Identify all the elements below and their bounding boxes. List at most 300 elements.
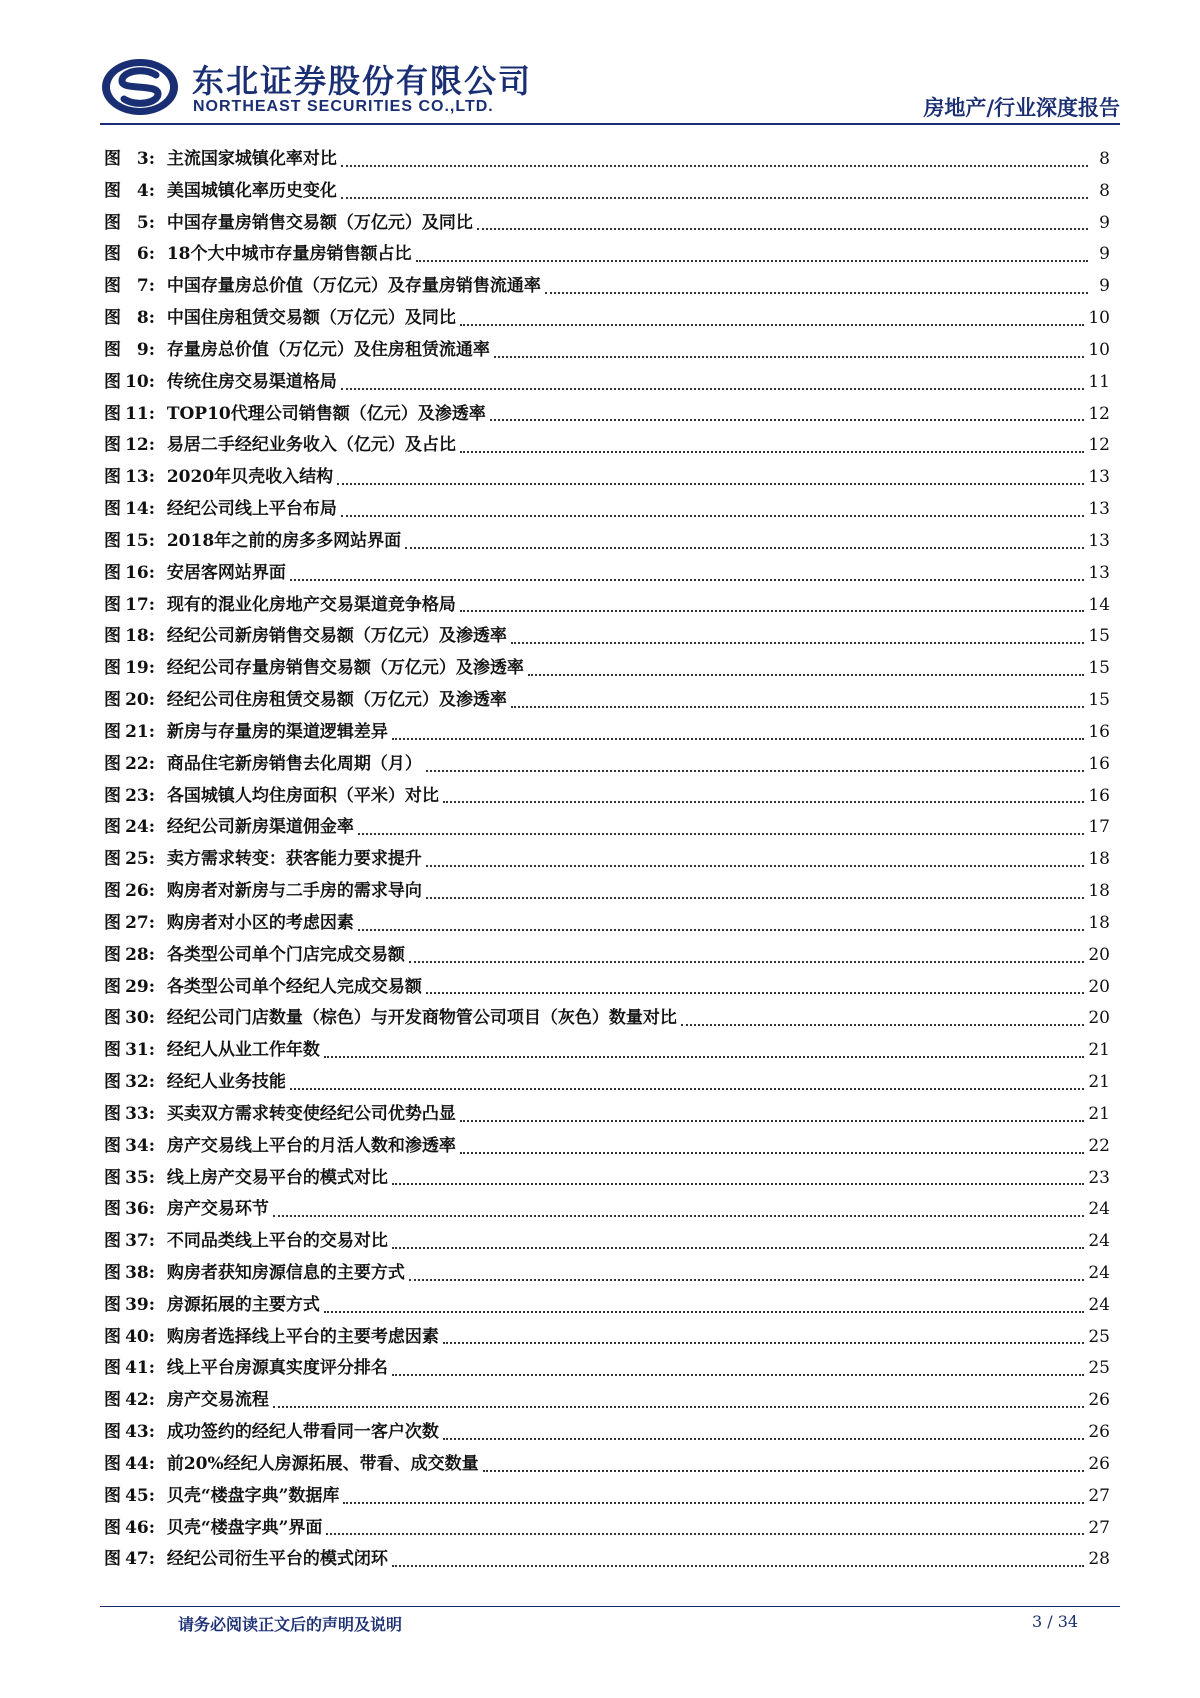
toc-entry-page: 22: [1088, 1135, 1110, 1156]
toc-entry[interactable]: [104, 844, 1110, 876]
toc-entry-number: 13:: [125, 467, 155, 488]
toc-entry-page: 24: [1088, 1231, 1110, 1252]
toc-entry[interactable]: [104, 908, 1110, 940]
toc-entry-page: 8: [1099, 180, 1110, 201]
toc-dot-leader: [343, 1501, 1084, 1504]
toc-entry-page: 21: [1088, 1103, 1110, 1124]
toc-entry-prefix: 图: [104, 1390, 121, 1411]
toc-entry[interactable]: [104, 972, 1110, 1004]
toc-entry-page: 18: [1088, 849, 1110, 870]
toc-entry-number: 8:: [136, 308, 155, 329]
toc-entry[interactable]: [104, 1194, 1110, 1226]
toc-entry-title: 安居客网站界面: [166, 562, 286, 583]
toc-entry-prefix: 图: [104, 562, 121, 583]
toc-entry-page: 9: [1099, 276, 1110, 297]
toc-entry-prefix: 图: [104, 690, 121, 711]
toc-entry-prefix: 图: [104, 881, 121, 902]
toc-entry-prefix: 图: [104, 944, 121, 965]
toc-entry-number: 25:: [125, 849, 155, 870]
toc-entry-number: 14:: [125, 499, 155, 520]
toc-dot-leader: [511, 641, 1085, 644]
toc-entry-title: 经纪公司门店数量（棕色）与开发商物管公司项目（灰色）数量对比: [166, 1008, 677, 1029]
toc-entry-title: 美国城镇化率历史变化: [166, 180, 337, 201]
toc-entry-title: TOP10代理公司销售额（亿元）及渗透率: [166, 403, 486, 424]
toc-dot-leader: [273, 1405, 1085, 1408]
toc-entry[interactable]: [104, 303, 1110, 335]
toc-entry-title: 购房者对新房与二手房的需求导向: [166, 881, 422, 902]
toc-entry-page: 12: [1088, 403, 1110, 424]
toc-entry-number: 28:: [125, 944, 155, 965]
toc-entry[interactable]: [104, 494, 1110, 526]
toc-entry-prefix: 图: [104, 244, 121, 265]
toc-entry[interactable]: [104, 271, 1110, 303]
toc-dot-leader: [426, 864, 1085, 867]
toc-entry-prefix: 图: [104, 785, 121, 806]
toc-entry-prefix: 图: [104, 1040, 121, 1061]
toc-entry-title: 买卖双方需求转变使经纪公司优势凸显: [166, 1103, 456, 1124]
toc-entry-label: [104, 908, 167, 940]
toc-entry[interactable]: [104, 208, 1110, 240]
toc-entry-label: [104, 1353, 167, 1385]
toc-entry-title: 房产交易流程: [166, 1390, 269, 1411]
toc-entry-title: 房源拓展的主要方式: [166, 1294, 320, 1315]
toc-dot-leader: [426, 991, 1085, 994]
toc-entry-prefix: 图: [104, 976, 121, 997]
toc-entry[interactable]: [104, 367, 1110, 399]
toc-entry[interactable]: [104, 1258, 1110, 1290]
northeast-securities-logo-icon: [100, 57, 180, 117]
toc-entry-label: [104, 621, 167, 653]
toc-entry-title: 房产交易环节: [166, 1199, 269, 1220]
toc-entry[interactable]: [104, 430, 1110, 462]
toc-entry-title: 购房者对小区的考虑因素: [166, 912, 354, 933]
toc-entry-title: 卖方需求转变：获客能力要求提升: [166, 849, 422, 870]
toc-entry[interactable]: [104, 1513, 1110, 1545]
toc-entry-number: 9:: [136, 339, 155, 360]
toc-entry-label: [104, 781, 167, 813]
toc-entry-label: [104, 144, 167, 176]
toc-entry-prefix: 图: [104, 435, 121, 456]
toc-entry-title: 各类型公司单个门店完成交易额: [166, 944, 405, 965]
toc-entry-title: 2020年贝壳收入结构: [166, 467, 334, 488]
toc-entry-label: [104, 1513, 167, 1545]
toc-entry-title: 经纪公司新房销售交易额（万亿元）及渗透率: [166, 626, 507, 647]
toc-entry-label: [104, 749, 167, 781]
toc-entry-page: 10: [1088, 308, 1110, 329]
toc-entry-number: 10:: [125, 371, 155, 392]
toc-entry-label: [104, 1163, 167, 1195]
toc-entry-prefix: 图: [104, 721, 121, 742]
toc-entry-prefix: 图: [104, 1231, 121, 1252]
toc-entry-label: [104, 1003, 167, 1035]
toc-dot-leader: [490, 418, 1085, 421]
toc-entry[interactable]: [104, 399, 1110, 431]
toc-entry[interactable]: [104, 685, 1110, 717]
toc-entry-page: 15: [1088, 658, 1110, 679]
toc-entry-number: 17:: [125, 594, 155, 615]
toc-entry-label: [104, 1481, 167, 1513]
toc-entry-number: 21:: [125, 721, 155, 742]
toc-entry-label: [104, 940, 167, 972]
toc-entry-page: 23: [1088, 1167, 1110, 1188]
toc-entry-prefix: 图: [104, 499, 121, 520]
toc-entry-page: 16: [1088, 785, 1110, 806]
toc-entry-number: 6:: [136, 244, 155, 265]
toc-entry-prefix: 图: [104, 1517, 121, 1538]
toc-entry-title: 新房与存量房的渠道逻辑差异: [166, 721, 388, 742]
toc-entry-page: 14: [1088, 594, 1110, 615]
toc-dot-leader: [341, 164, 1088, 167]
toc-entry-title: 经纪公司存量房销售交易额（万亿元）及渗透率: [166, 658, 524, 679]
toc-dot-leader: [358, 832, 1085, 835]
toc-dot-leader: [426, 896, 1085, 899]
toc-entry-label: [104, 590, 167, 622]
toc-dot-leader: [409, 1278, 1085, 1281]
toc-entry-page: 13: [1088, 467, 1110, 488]
toc-entry-title: 经纪公司衍生平台的模式闭环: [166, 1549, 388, 1570]
toc-dot-leader: [341, 387, 1085, 390]
toc-entry-label: [104, 1322, 167, 1354]
toc-entry-title: 2018年之前的房多多网站界面: [166, 530, 402, 551]
toc-entry-prefix: 图: [104, 1422, 121, 1443]
toc-entry-title: 经纪公司住房租赁交易额（万亿元）及渗透率: [166, 690, 507, 711]
toc-dot-leader: [337, 482, 1084, 485]
toc-entry-title: 18个大中城市存量房销售额占比: [166, 244, 412, 265]
toc-dot-leader: [273, 1214, 1085, 1217]
toc-entry-label: [104, 1417, 167, 1449]
toc-entry-page: 9: [1099, 212, 1110, 233]
toc-entry[interactable]: [104, 653, 1110, 685]
toc-entry-page: 21: [1088, 1040, 1110, 1061]
toc-entry-prefix: 图: [104, 658, 121, 679]
toc-entry-page: 21: [1088, 1072, 1110, 1093]
toc-dot-leader: [392, 1246, 1085, 1249]
toc-entry-label: [104, 844, 167, 876]
toc-dot-leader: [392, 1373, 1085, 1376]
toc-entry-number: 20:: [125, 690, 155, 711]
toc-dot-leader: [460, 1151, 1085, 1154]
toc-entry-label: [104, 526, 167, 558]
toc-entry-title: 经纪公司线上平台布局: [166, 499, 337, 520]
toc-entry-page: 27: [1088, 1517, 1110, 1538]
toc-entry-prefix: 图: [104, 403, 121, 424]
toc-entry-page: 25: [1088, 1358, 1110, 1379]
toc-entry[interactable]: [104, 1131, 1110, 1163]
toc-entry-label: [104, 1258, 167, 1290]
toc-entry[interactable]: [104, 1417, 1110, 1449]
toc-entry-number: 24:: [125, 817, 155, 838]
report-type: 房地产/行业深度报告: [923, 95, 1120, 120]
toc-entry[interactable]: [104, 1099, 1110, 1131]
toc-entry-label: [104, 1131, 167, 1163]
toc-dot-leader: [409, 960, 1085, 963]
toc-entry-page: 18: [1088, 912, 1110, 933]
toc-entry-title: 主流国家城镇化率对比: [166, 149, 337, 169]
toc-entry-prefix: 图: [104, 753, 121, 774]
toc-entry-number: 44:: [125, 1453, 155, 1474]
toc-entry-label: [104, 303, 167, 335]
toc-entry-title: 房产交易线上平台的月活人数和渗透率: [166, 1135, 456, 1156]
toc-entry-page: 18: [1088, 881, 1110, 902]
toc-entry[interactable]: [104, 621, 1110, 653]
toc-entry[interactable]: [104, 1449, 1110, 1481]
toc-entry-title: 不同品类线上平台的交易对比: [166, 1231, 388, 1252]
toc-entry-title: 存量房总价值（万亿元）及住房租赁流通率: [166, 339, 490, 360]
toc-entry-label: [104, 685, 167, 717]
header-divider: [100, 123, 1120, 125]
toc-entry-title: 购房者获知房源信息的主要方式: [166, 1262, 405, 1283]
toc-entry-number: 27:: [125, 912, 155, 933]
toc-entry[interactable]: [104, 335, 1110, 367]
toc-entry[interactable]: [104, 717, 1110, 749]
toc-entry-title: 经纪公司新房渠道佣金率: [166, 817, 354, 838]
toc-entry-number: 46:: [125, 1517, 155, 1538]
toc-entry-prefix: 图: [104, 1358, 121, 1379]
toc-entry-label: [104, 430, 167, 462]
toc-entry-title: 中国存量房总价值（万亿元）及存量房销售流通率: [166, 276, 541, 297]
toc-dot-leader: [392, 737, 1085, 740]
toc-entry-prefix: 图: [104, 1294, 121, 1315]
toc-entry-page: 24: [1088, 1199, 1110, 1220]
toc-entry-page: 17: [1088, 817, 1110, 838]
toc-entry-label: [104, 717, 167, 749]
toc-entry-label: [104, 1035, 167, 1067]
toc-entry[interactable]: [104, 1544, 1110, 1576]
toc-entry-page: 10: [1088, 339, 1110, 360]
toc-entry-number: 23:: [125, 785, 155, 806]
toc-entry-prefix: 图: [104, 530, 121, 551]
toc-entry-label: [104, 1194, 167, 1226]
toc-entry[interactable]: [104, 239, 1110, 271]
toc-dot-leader: [392, 1564, 1085, 1567]
toc-entry-page: 20: [1088, 976, 1110, 997]
toc-entry-page: 26: [1088, 1390, 1110, 1411]
toc-entry-number: 37:: [125, 1231, 155, 1252]
toc-entry[interactable]: [104, 1067, 1110, 1099]
toc-entry-prefix: 图: [104, 1453, 121, 1474]
toc-entry-label: [104, 399, 167, 431]
toc-entry[interactable]: [104, 590, 1110, 622]
toc-dot-leader: [460, 609, 1085, 612]
toc-entry-number: 43:: [125, 1422, 155, 1443]
toc-entry-page: 11: [1088, 371, 1110, 392]
toc-dot-leader: [460, 323, 1085, 326]
toc-entry-title: 各类型公司单个经纪人完成交易额: [166, 976, 422, 997]
toc-entry[interactable]: [104, 1035, 1110, 1067]
toc-dot-leader: [443, 1341, 1085, 1344]
toc-entry[interactable]: [104, 462, 1110, 494]
toc-dot-leader: [290, 1087, 1085, 1090]
toc-entry-prefix: 图: [104, 339, 121, 360]
toc-entry[interactable]: [104, 1385, 1110, 1417]
toc-entry-number: 29:: [125, 976, 155, 997]
toc-dot-leader: [545, 291, 1088, 294]
toc-entry-number: 32:: [125, 1072, 155, 1093]
toc-entry-prefix: 图: [104, 212, 121, 233]
toc-entry[interactable]: [104, 876, 1110, 908]
toc-entry-label: [104, 812, 167, 844]
toc-entry-label: [104, 1544, 167, 1576]
toc-entry-label: [104, 462, 167, 494]
toc-entry-number: 41:: [125, 1358, 155, 1379]
toc-entry-number: 30:: [125, 1008, 155, 1029]
toc-entry[interactable]: [104, 526, 1110, 558]
toc-dot-leader: [443, 1437, 1085, 1440]
toc-dot-leader: [483, 1469, 1085, 1472]
toc-entry-number: 3:: [136, 149, 155, 169]
toc-entry-number: 40:: [125, 1326, 155, 1347]
toc-entry-title: 中国存量房销售交易额（万亿元）及同比: [166, 212, 473, 233]
toc-entry-label: [104, 558, 167, 590]
disclaimer-note: 请务必阅读正文后的声明及说明: [178, 1615, 403, 1634]
toc-entry-prefix: 图: [104, 467, 121, 488]
toc-entry-title: 线上平台房源真实度评分排名: [166, 1358, 388, 1379]
toc-entry-number: 39:: [125, 1294, 155, 1315]
toc-dot-leader: [341, 514, 1085, 517]
figure-list: [104, 144, 1110, 1576]
toc-entry-label: [104, 876, 167, 908]
toc-dot-leader: [681, 1023, 1085, 1026]
toc-entry[interactable]: [104, 781, 1110, 813]
toc-entry-page: 24: [1088, 1294, 1110, 1315]
toc-entry-title: 传统住房交易渠道格局: [166, 371, 337, 392]
toc-entry-prefix: 图: [104, 1008, 121, 1029]
toc-entry-label: [104, 1067, 167, 1099]
toc-entry-prefix: 图: [104, 1485, 121, 1506]
toc-entry-number: 42:: [125, 1390, 155, 1411]
toc-dot-leader: [460, 1119, 1085, 1122]
page-number: 3 / 34: [1032, 1612, 1079, 1631]
footer-divider: [100, 1606, 1120, 1607]
toc-entry-number: 22:: [125, 753, 155, 774]
toc-dot-leader: [494, 355, 1085, 358]
toc-dot-leader: [443, 800, 1085, 803]
toc-entry-label: [104, 972, 167, 1004]
toc-entry-label: [104, 335, 167, 367]
toc-entry-number: 11:: [125, 403, 155, 424]
toc-entry-prefix: 图: [104, 180, 121, 201]
toc-entry-number: 33:: [125, 1103, 155, 1124]
toc-entry-prefix: 图: [104, 1167, 121, 1188]
toc-entry-title: 现有的混业化房地产交易渠道竞争格局: [166, 594, 456, 615]
toc-entry-page: 9: [1099, 244, 1110, 265]
toc-entry-prefix: 图: [104, 626, 121, 647]
toc-entry-prefix: 图: [104, 1072, 121, 1093]
toc-entry-page: 8: [1099, 149, 1110, 169]
toc-entry-label: [104, 1449, 167, 1481]
toc-entry-page: 12: [1088, 435, 1110, 456]
toc-entry-prefix: 图: [104, 912, 121, 933]
toc-entry[interactable]: [104, 812, 1110, 844]
toc-entry-label: [104, 208, 167, 240]
toc-entry-label: [104, 1099, 167, 1131]
toc-entry[interactable]: [104, 1481, 1110, 1513]
toc-entry-label: [104, 239, 167, 271]
toc-entry-number: 45:: [125, 1485, 155, 1506]
toc-entry-page: 28: [1088, 1549, 1110, 1570]
toc-entry[interactable]: [104, 940, 1110, 972]
toc-entry[interactable]: [104, 176, 1110, 208]
toc-entry[interactable]: [104, 144, 1110, 176]
toc-entry-label: [104, 1226, 167, 1258]
toc-entry-title: 经纪人从业工作年数: [166, 1040, 320, 1061]
toc-entry-prefix: 图: [104, 594, 121, 615]
toc-entry[interactable]: [104, 1003, 1110, 1035]
toc-entry-title: 贝壳“楼盘字典”数据库: [166, 1485, 340, 1506]
toc-entry[interactable]: [104, 749, 1110, 781]
toc-entry[interactable]: [104, 558, 1110, 590]
toc-entry-prefix: 图: [104, 276, 121, 297]
toc-entry-prefix: 图: [104, 1103, 121, 1124]
toc-entry-label: [104, 367, 167, 399]
toc-entry[interactable]: [104, 1290, 1110, 1322]
toc-entry-title: 商品住宅新房销售去化周期（月）: [166, 753, 422, 774]
toc-dot-leader: [392, 1182, 1085, 1185]
toc-entry-number: 19:: [125, 658, 155, 679]
toc-entry-page: 15: [1088, 690, 1110, 711]
toc-entry-number: 16:: [125, 562, 155, 583]
toc-entry-title: 贝壳“楼盘字典”界面: [166, 1517, 323, 1538]
toc-entry-title: 经纪人业务技能: [166, 1072, 286, 1093]
toc-entry-number: 38:: [125, 1262, 155, 1283]
toc-entry-label: [104, 1290, 167, 1322]
toc-dot-leader: [341, 196, 1088, 199]
toc-entry-title: 前20%经纪人房源拓展、带看、成交数量: [166, 1453, 479, 1474]
toc-entry[interactable]: [104, 1322, 1110, 1354]
toc-entry-title: 成功签约的经纪人带看同一客户次数: [166, 1422, 439, 1443]
toc-entry-prefix: 图: [104, 817, 121, 838]
toc-entry-number: 12:: [125, 435, 155, 456]
toc-entry-number: 7:: [136, 276, 155, 297]
toc-entry-number: 5:: [136, 212, 155, 233]
toc-entry-number: 47:: [125, 1549, 155, 1570]
toc-entry-title: 线上房产交易平台的模式对比: [166, 1167, 388, 1188]
toc-entry[interactable]: [104, 1353, 1110, 1385]
toc-dot-leader: [460, 450, 1085, 453]
toc-entry-page: 13: [1088, 530, 1110, 551]
toc-entry-page: 16: [1088, 721, 1110, 742]
toc-entry-label: [104, 176, 167, 208]
page-header: [100, 54, 1120, 124]
toc-entry-page: 20: [1088, 1008, 1110, 1029]
toc-dot-leader: [358, 928, 1085, 931]
toc-entry[interactable]: [104, 1163, 1110, 1195]
toc-dot-leader: [405, 546, 1084, 549]
toc-dot-leader: [416, 259, 1088, 262]
toc-entry-prefix: 图: [104, 1135, 121, 1156]
toc-dot-leader: [511, 705, 1085, 708]
toc-entry-page: 25: [1088, 1326, 1110, 1347]
toc-entry-prefix: 图: [104, 1549, 121, 1570]
toc-entry-page: 13: [1088, 499, 1110, 520]
toc-entry-page: 13: [1088, 562, 1110, 583]
toc-entry-number: 36:: [125, 1199, 155, 1220]
toc-entry-label: [104, 1385, 167, 1417]
toc-entry-title: 易居二手经纪业务收入（亿元）及占比: [166, 435, 456, 456]
toc-entry-number: 31:: [125, 1040, 155, 1061]
toc-entry-prefix: 图: [104, 1326, 121, 1347]
toc-entry-page: 24: [1088, 1262, 1110, 1283]
toc-entry-page: 27: [1088, 1485, 1110, 1506]
toc-entry-page: 16: [1088, 753, 1110, 774]
toc-entry-prefix: 图: [104, 149, 121, 169]
toc-entry[interactable]: [104, 1226, 1110, 1258]
company-name-en: NORTHEAST SECURITIES CO.,LTD.: [193, 98, 494, 115]
toc-entry-page: 15: [1088, 626, 1110, 647]
toc-entry-page: 20: [1088, 944, 1110, 965]
company-name-cn: 东北证券股份有限公司: [192, 62, 533, 100]
toc-dot-leader: [324, 1055, 1085, 1058]
